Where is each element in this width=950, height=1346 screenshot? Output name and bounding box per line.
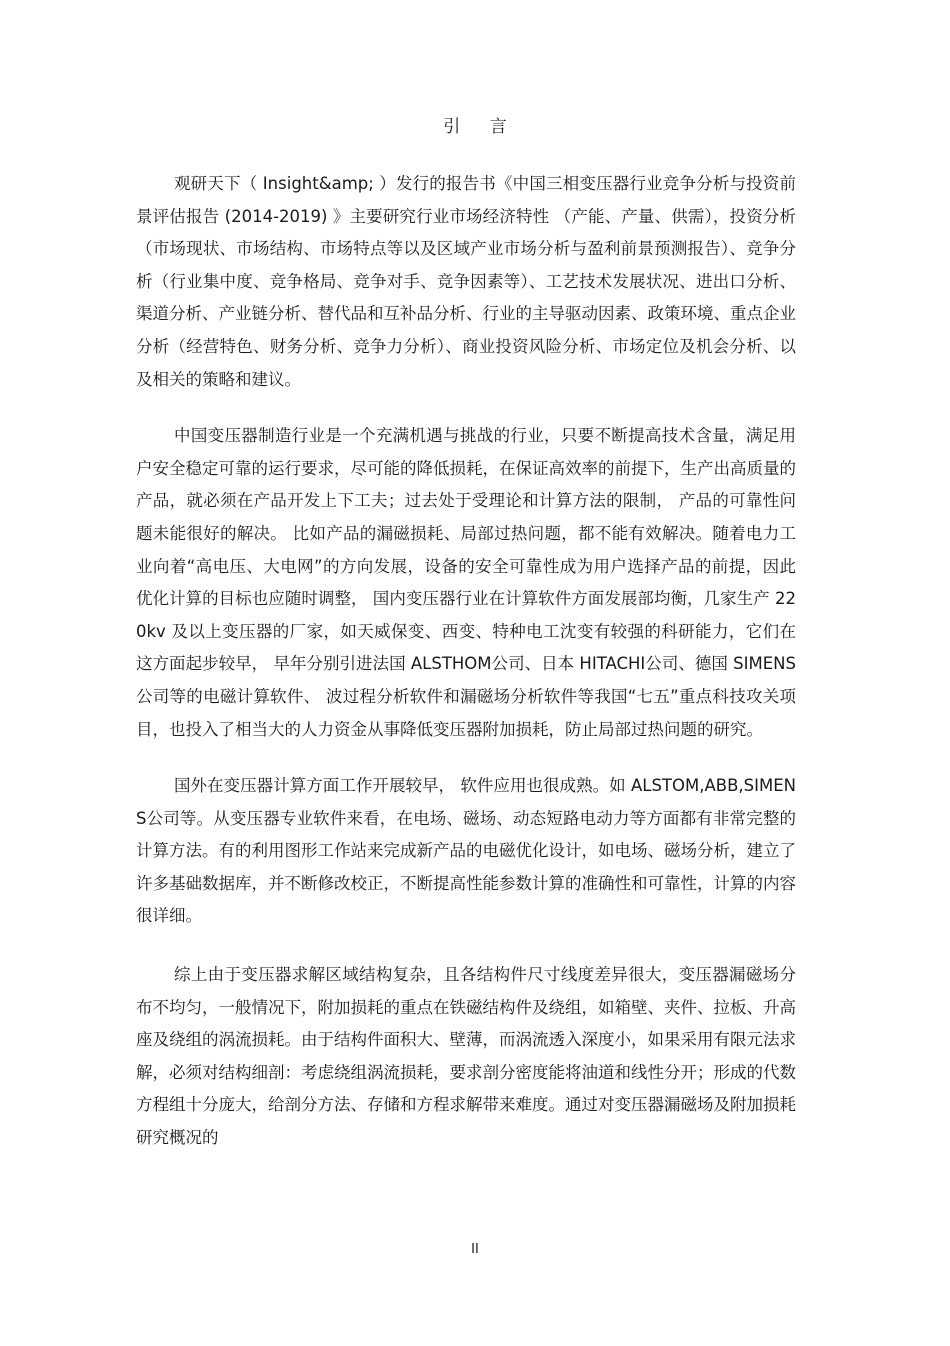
paragraph-summary: 综上由于变压器求解区域结构复杂，且各结构件尺寸线度差异很大，变压器漏磁场分布不均匀，一般情况下，附加损耗的重点在铁磁结构件及绕组，如箱壁、夹件、拉板、升高座及绕组的涡流损耗。由于结构件面积大、壁薄，而涡流透入深度小，如果采用有限元法求解，必须对结构细剖：考虑绕组涡流损耗，要求剖分密度能将油道和线性分开；形成的代数方程组十分庞大，给剖分方法、存储和方程求解带来难度。通过对变压器漏磁场及附加损耗研究概况的: [136, 965, 796, 1148]
paragraph-intro: 观研天下（ Insight&amp; ）发行的报告书《中国三相变压器行业竞争分析与投资前景评估报告 (2014-2019) 》主要研究行业市场经济特性 （产能、产量、供需），投资分析（市场现状、市场结构、市场特点等以及区域产业市场分析与盈利前景预测报告）、竞争分析（行业集中度、竞争格局、竞争对手、竞争因素等）、工艺技术发展状况、进出口分析、渠道分析、产业链分析、替代品和互补品分析、行业的主导驱动因素、政策环境、重点企业分析（经营特色、财务分析、竞争力分析）、商业投资风险分析、市场定位及机会分析、以及相关的策略和建议。: [136, 174, 796, 389]
page-number: II: [471, 1242, 479, 1257]
body-text: [136, 168, 796, 1179]
paragraph-domestic-industry: 中国变压器制造行业是一个充满机遇与挑战的行业，只要不断提高技术含量，满足用户安全稳定可靠的运行要求，尽可能的降低损耗，在保证高效率的前提下，生产出高质量的产品，就必须在产品开发上下工夫；过去处于受理论和计算方法的限制， 产品的可靠性问题未能很好的解决。 比如产品的漏磁损耗、局部过热问题，都不能有效解决。随着电力工业向着“高电压、大电网”的方向发展，设备的安全可靠性成为用户选择产品的前提，因此优化计算的目标也应随时调整， 国内变压器行业在计算软件方面发展部均衡，几家生产 220kv 及以上变压器的厂家，如天威保变、西变、特种电工沈变有较强的科研能力，它们在这方面起步较早， 早年分别引进法国 ALSTHOM公司、日本 HITACHI公司、德国 SIMENS公司等的电磁计算软件、 波过程分析软件和漏磁场分析软件等我国“七五”重点科技攻关项目，也投入了相当大的人力资金从事降低变压器附加损耗，防止局部过热问题的研究。: [136, 426, 796, 739]
paragraph-foreign-industry: 国外在变压器计算方面工作开展较早， 软件应用也很成熟。如 ALSTOM,ABB,SIMENS公司等。从变压器专业软件来看，在电场、磁场、动态短路电动力等方面都有非常完整的计算方法。有的利用图形工作站来完成新产品的电磁优化设计，如电场、磁场分析，建立了许多基础数据库，并不断修改校正，不断提高性能参数计算的准确性和可靠性，计算的内容很详细。: [136, 776, 796, 926]
page-title: 引 言: [443, 117, 519, 137]
